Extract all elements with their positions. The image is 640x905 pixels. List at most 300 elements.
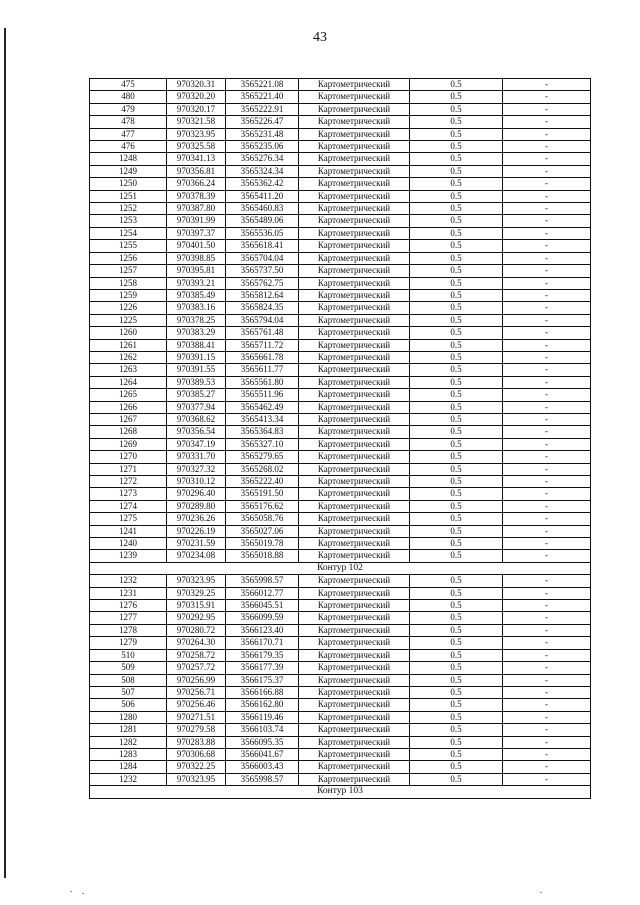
point-number: 477: [90, 128, 167, 140]
point-number: 1280: [90, 711, 167, 723]
accuracy-cell: 0.5: [410, 103, 503, 115]
point-number: 1262: [90, 351, 167, 363]
note-cell: -: [503, 649, 591, 661]
method-cell: Картометрический: [299, 265, 410, 277]
method-cell: Картометрический: [299, 401, 410, 413]
point-number: 1240: [90, 538, 167, 550]
x-coordinate: 970393.21: [167, 277, 226, 289]
y-coordinate: 3566041.67: [226, 748, 299, 760]
note-cell: -: [503, 662, 591, 674]
x-coordinate: 970383.29: [167, 327, 226, 339]
accuracy-cell: 0.5: [410, 265, 503, 277]
x-coordinate: 970310.12: [167, 476, 226, 488]
note-cell: -: [503, 327, 591, 339]
point-number: 1252: [90, 203, 167, 215]
note-cell: -: [503, 476, 591, 488]
accuracy-cell: 0.5: [410, 302, 503, 314]
y-coordinate: 3566175.37: [226, 674, 299, 686]
table-row: [90, 79, 591, 91]
method-cell: Картометрический: [299, 227, 410, 239]
table-row: [90, 339, 591, 351]
accuracy-cell: 0.5: [410, 674, 503, 686]
method-cell: Картометрический: [299, 500, 410, 512]
x-coordinate: 970389.53: [167, 376, 226, 388]
accuracy-cell: 0.5: [410, 153, 503, 165]
table-row: [90, 587, 591, 599]
table-row: [90, 153, 591, 165]
point-number: 1266: [90, 401, 167, 413]
accuracy-cell: 0.5: [410, 91, 503, 103]
note-cell: -: [503, 252, 591, 264]
table-row: [90, 748, 591, 760]
point-number: 479: [90, 103, 167, 115]
y-coordinate: 3566170.71: [226, 637, 299, 649]
point-number: 1284: [90, 761, 167, 773]
point-number: 1283: [90, 748, 167, 760]
note-cell: -: [503, 463, 591, 475]
accuracy-cell: 0.5: [410, 128, 503, 140]
note-cell: -: [503, 265, 591, 277]
y-coordinate: 3566179.35: [226, 649, 299, 661]
x-coordinate: 970264.30: [167, 637, 226, 649]
table-row: [90, 612, 591, 624]
note-cell: -: [503, 289, 591, 301]
method-cell: Картометрический: [299, 302, 410, 314]
table-row: [90, 538, 591, 550]
method-cell: Картометрический: [299, 525, 410, 537]
note-cell: -: [503, 538, 591, 550]
table-row: [90, 351, 591, 363]
table-row: [90, 116, 591, 128]
note-cell: -: [503, 699, 591, 711]
x-coordinate: 970292.95: [167, 612, 226, 624]
accuracy-cell: 0.5: [410, 289, 503, 301]
x-coordinate: 970347.19: [167, 438, 226, 450]
y-coordinate: 3565762.75: [226, 277, 299, 289]
x-coordinate: 970401.50: [167, 240, 226, 252]
scan-speck: [82, 893, 84, 894]
note-cell: -: [503, 724, 591, 736]
accuracy-cell: 0.5: [410, 624, 503, 636]
note-cell: -: [503, 587, 591, 599]
method-cell: Картометрический: [299, 612, 410, 624]
accuracy-cell: 0.5: [410, 165, 503, 177]
y-coordinate: 3566103.74: [226, 724, 299, 736]
note-cell: -: [503, 612, 591, 624]
accuracy-cell: 0.5: [410, 116, 503, 128]
accuracy-cell: 0.5: [410, 761, 503, 773]
point-number: 1255: [90, 240, 167, 252]
table-row: [90, 91, 591, 103]
accuracy-cell: 0.5: [410, 612, 503, 624]
table-row: [90, 476, 591, 488]
method-cell: Картометрический: [299, 488, 410, 500]
table-row: [90, 724, 591, 736]
point-number: 1282: [90, 736, 167, 748]
y-coordinate: 3565460.83: [226, 203, 299, 215]
method-cell: Картометрический: [299, 413, 410, 425]
accuracy-cell: 0.5: [410, 178, 503, 190]
x-coordinate: 970234.08: [167, 550, 226, 562]
accuracy-cell: 0.5: [410, 525, 503, 537]
accuracy-cell: 0.5: [410, 314, 503, 326]
section-heading: Контур 102: [90, 562, 591, 574]
note-cell: -: [503, 116, 591, 128]
table-row: [90, 761, 591, 773]
x-coordinate: 970385.49: [167, 289, 226, 301]
y-coordinate: 3565276.34: [226, 153, 299, 165]
method-cell: Картометрический: [299, 240, 410, 252]
coordinates-table-body: [90, 79, 591, 799]
y-coordinate: 3566166.88: [226, 686, 299, 698]
x-coordinate: 970322.25: [167, 761, 226, 773]
x-coordinate: 970271.51: [167, 711, 226, 723]
point-number: 475: [90, 79, 167, 91]
accuracy-cell: 0.5: [410, 190, 503, 202]
table-row: [90, 500, 591, 512]
x-coordinate: 970398.85: [167, 252, 226, 264]
y-coordinate: 3565761.48: [226, 327, 299, 339]
method-cell: Картометрический: [299, 351, 410, 363]
accuracy-cell: 0.5: [410, 748, 503, 760]
note-cell: -: [503, 413, 591, 425]
y-coordinate: 3565268.02: [226, 463, 299, 475]
x-coordinate: 970331.70: [167, 451, 226, 463]
accuracy-cell: 0.5: [410, 451, 503, 463]
table-row: [90, 773, 591, 785]
x-coordinate: 970257.72: [167, 662, 226, 674]
accuracy-cell: 0.5: [410, 277, 503, 289]
accuracy-cell: 0.5: [410, 575, 503, 587]
table-row: [90, 426, 591, 438]
table-row: [90, 637, 591, 649]
y-coordinate: 3565998.57: [226, 575, 299, 587]
x-coordinate: 970329.25: [167, 587, 226, 599]
note-cell: -: [503, 190, 591, 202]
method-cell: Картометрический: [299, 451, 410, 463]
point-number: 1265: [90, 389, 167, 401]
note-cell: -: [503, 426, 591, 438]
method-cell: Картометрический: [299, 426, 410, 438]
method-cell: Картометрический: [299, 699, 410, 711]
point-number: 508: [90, 674, 167, 686]
note-cell: -: [503, 141, 591, 153]
table-row: [90, 128, 591, 140]
method-cell: Картометрический: [299, 215, 410, 227]
point-number: 1239: [90, 550, 167, 562]
table-row: [90, 401, 591, 413]
accuracy-cell: 0.5: [410, 389, 503, 401]
point-number: 1232: [90, 773, 167, 785]
x-coordinate: 970315.91: [167, 600, 226, 612]
x-coordinate: 970296.40: [167, 488, 226, 500]
note-cell: -: [503, 488, 591, 500]
table-row: [90, 265, 591, 277]
method-cell: Картометрический: [299, 438, 410, 450]
table-row: [90, 711, 591, 723]
note-cell: -: [503, 736, 591, 748]
y-coordinate: 3565711.72: [226, 339, 299, 351]
table-row: [90, 674, 591, 686]
method-cell: Картометрический: [299, 773, 410, 785]
y-coordinate: 3566162.80: [226, 699, 299, 711]
x-coordinate: 970387.80: [167, 203, 226, 215]
method-cell: Картометрический: [299, 674, 410, 686]
note-cell: -: [503, 277, 591, 289]
note-cell: -: [503, 351, 591, 363]
y-coordinate: 3565536.05: [226, 227, 299, 239]
x-coordinate: 970391.55: [167, 364, 226, 376]
accuracy-cell: 0.5: [410, 252, 503, 264]
accuracy-cell: 0.5: [410, 376, 503, 388]
x-coordinate: 970320.31: [167, 79, 226, 91]
accuracy-cell: 0.5: [410, 141, 503, 153]
x-coordinate: 970378.39: [167, 190, 226, 202]
section-heading-row: [90, 562, 591, 574]
method-cell: Картометрический: [299, 103, 410, 115]
y-coordinate: 3566012.77: [226, 587, 299, 599]
point-number: 1274: [90, 500, 167, 512]
y-coordinate: 3566123.40: [226, 624, 299, 636]
table-row: [90, 364, 591, 376]
x-coordinate: 970226.19: [167, 525, 226, 537]
table-row: [90, 376, 591, 388]
table-row: [90, 252, 591, 264]
y-coordinate: 3565618.41: [226, 240, 299, 252]
accuracy-cell: 0.5: [410, 438, 503, 450]
y-coordinate: 3565998.57: [226, 773, 299, 785]
y-coordinate: 3566045.51: [226, 600, 299, 612]
y-coordinate: 3565794.04: [226, 314, 299, 326]
accuracy-cell: 0.5: [410, 649, 503, 661]
x-coordinate: 970395.81: [167, 265, 226, 277]
x-coordinate: 970368.62: [167, 413, 226, 425]
method-cell: Картометрический: [299, 736, 410, 748]
point-number: 1261: [90, 339, 167, 351]
note-cell: -: [503, 748, 591, 760]
note-cell: -: [503, 240, 591, 252]
x-coordinate: 970256.71: [167, 686, 226, 698]
note-cell: -: [503, 389, 591, 401]
y-coordinate: 3565279.65: [226, 451, 299, 463]
table-row: [90, 227, 591, 239]
table-row: [90, 190, 591, 202]
table-row: [90, 327, 591, 339]
x-coordinate: 970323.95: [167, 128, 226, 140]
note-cell: -: [503, 773, 591, 785]
x-coordinate: 970256.99: [167, 674, 226, 686]
method-cell: Картометрический: [299, 203, 410, 215]
x-coordinate: 970356.54: [167, 426, 226, 438]
point-number: 480: [90, 91, 167, 103]
note-cell: -: [503, 91, 591, 103]
method-cell: Картометрический: [299, 711, 410, 723]
accuracy-cell: 0.5: [410, 79, 503, 91]
page-edge-line: [4, 28, 6, 878]
note-cell: -: [503, 438, 591, 450]
point-number: 1249: [90, 165, 167, 177]
x-coordinate: 970366.24: [167, 178, 226, 190]
x-coordinate: 970323.95: [167, 575, 226, 587]
point-number: 1275: [90, 513, 167, 525]
y-coordinate: 3565561.80: [226, 376, 299, 388]
table-row: [90, 302, 591, 314]
accuracy-cell: 0.5: [410, 339, 503, 351]
x-coordinate: 970327.32: [167, 463, 226, 475]
method-cell: Картометрический: [299, 339, 410, 351]
y-coordinate: 3565176.62: [226, 500, 299, 512]
note-cell: -: [503, 624, 591, 636]
table-row: [90, 736, 591, 748]
note-cell: -: [503, 674, 591, 686]
table-row: [90, 488, 591, 500]
note-cell: -: [503, 637, 591, 649]
point-number: 1251: [90, 190, 167, 202]
note-cell: -: [503, 339, 591, 351]
accuracy-cell: 0.5: [410, 686, 503, 698]
x-coordinate: 970280.72: [167, 624, 226, 636]
coordinates-sheet: [89, 78, 588, 799]
point-number: 478: [90, 116, 167, 128]
table-row: [90, 203, 591, 215]
point-number: 1272: [90, 476, 167, 488]
x-coordinate: 970258.72: [167, 649, 226, 661]
point-number: 1271: [90, 463, 167, 475]
accuracy-cell: 0.5: [410, 538, 503, 550]
table-row: [90, 525, 591, 537]
table-row: [90, 463, 591, 475]
table-row: [90, 314, 591, 326]
y-coordinate: 3565027.06: [226, 525, 299, 537]
table-row: [90, 575, 591, 587]
accuracy-cell: 0.5: [410, 227, 503, 239]
point-number: 1226: [90, 302, 167, 314]
method-cell: Картометрический: [299, 649, 410, 661]
y-coordinate: 3565489.06: [226, 215, 299, 227]
x-coordinate: 970391.15: [167, 351, 226, 363]
point-number: 1270: [90, 451, 167, 463]
point-number: 1257: [90, 265, 167, 277]
method-cell: Картометрический: [299, 141, 410, 153]
accuracy-cell: 0.5: [410, 711, 503, 723]
y-coordinate: 3565221.08: [226, 79, 299, 91]
table-row: [90, 289, 591, 301]
x-coordinate: 970341.13: [167, 153, 226, 165]
x-coordinate: 970323.95: [167, 773, 226, 785]
method-cell: Картометрический: [299, 513, 410, 525]
accuracy-cell: 0.5: [410, 724, 503, 736]
method-cell: Картометрический: [299, 376, 410, 388]
x-coordinate: 970377.94: [167, 401, 226, 413]
method-cell: Картометрический: [299, 364, 410, 376]
y-coordinate: 3566099.59: [226, 612, 299, 624]
point-number: 1276: [90, 600, 167, 612]
point-number: 476: [90, 141, 167, 153]
point-number: 1256: [90, 252, 167, 264]
point-number: 1254: [90, 227, 167, 239]
note-cell: -: [503, 525, 591, 537]
table-row: [90, 178, 591, 190]
scan-speck: [70, 891, 72, 892]
accuracy-cell: 0.5: [410, 476, 503, 488]
section-heading-row: [90, 786, 591, 798]
accuracy-cell: 0.5: [410, 401, 503, 413]
note-cell: -: [503, 711, 591, 723]
table-row: [90, 215, 591, 227]
method-cell: Картометрический: [299, 463, 410, 475]
accuracy-cell: 0.5: [410, 203, 503, 215]
note-cell: -: [503, 227, 591, 239]
x-coordinate: 970231.59: [167, 538, 226, 550]
scan-speck: [540, 892, 542, 893]
x-coordinate: 970385.27: [167, 389, 226, 401]
accuracy-cell: 0.5: [410, 699, 503, 711]
page-number: 43: [313, 30, 327, 45]
x-coordinate: 970279.58: [167, 724, 226, 736]
note-cell: -: [503, 575, 591, 587]
note-cell: -: [503, 79, 591, 91]
accuracy-cell: 0.5: [410, 215, 503, 227]
note-cell: -: [503, 302, 591, 314]
x-coordinate: 970289.80: [167, 500, 226, 512]
y-coordinate: 3565327.10: [226, 438, 299, 450]
note-cell: -: [503, 686, 591, 698]
method-cell: Картометрический: [299, 277, 410, 289]
x-coordinate: 970388.41: [167, 339, 226, 351]
table-row: [90, 413, 591, 425]
y-coordinate: 3565226.47: [226, 116, 299, 128]
accuracy-cell: 0.5: [410, 351, 503, 363]
note-cell: -: [503, 215, 591, 227]
accuracy-cell: 0.5: [410, 413, 503, 425]
point-number: 1263: [90, 364, 167, 376]
x-coordinate: 970356.81: [167, 165, 226, 177]
method-cell: Картометрический: [299, 761, 410, 773]
method-cell: Картометрический: [299, 550, 410, 562]
table-row: [90, 165, 591, 177]
table-row: [90, 277, 591, 289]
method-cell: Картометрический: [299, 178, 410, 190]
point-number: 506: [90, 699, 167, 711]
point-number: 507: [90, 686, 167, 698]
method-cell: Картометрический: [299, 327, 410, 339]
x-coordinate: 970321.58: [167, 116, 226, 128]
x-coordinate: 970320.17: [167, 103, 226, 115]
x-coordinate: 970325.58: [167, 141, 226, 153]
point-number: 1258: [90, 277, 167, 289]
method-cell: Картометрический: [299, 686, 410, 698]
point-number: 509: [90, 662, 167, 674]
point-number: 510: [90, 649, 167, 661]
note-cell: -: [503, 401, 591, 413]
method-cell: Картометрический: [299, 389, 410, 401]
method-cell: Картометрический: [299, 252, 410, 264]
y-coordinate: 3566119.46: [226, 711, 299, 723]
point-number: 1264: [90, 376, 167, 388]
table-row: [90, 686, 591, 698]
accuracy-cell: 0.5: [410, 426, 503, 438]
x-coordinate: 970236.26: [167, 513, 226, 525]
point-number: 1277: [90, 612, 167, 624]
method-cell: Картометрический: [299, 575, 410, 587]
x-coordinate: 970320.20: [167, 91, 226, 103]
y-coordinate: 3565058.76: [226, 513, 299, 525]
y-coordinate: 3565362.42: [226, 178, 299, 190]
note-cell: -: [503, 178, 591, 190]
method-cell: Картометрический: [299, 116, 410, 128]
table-row: [90, 600, 591, 612]
method-cell: Картометрический: [299, 128, 410, 140]
